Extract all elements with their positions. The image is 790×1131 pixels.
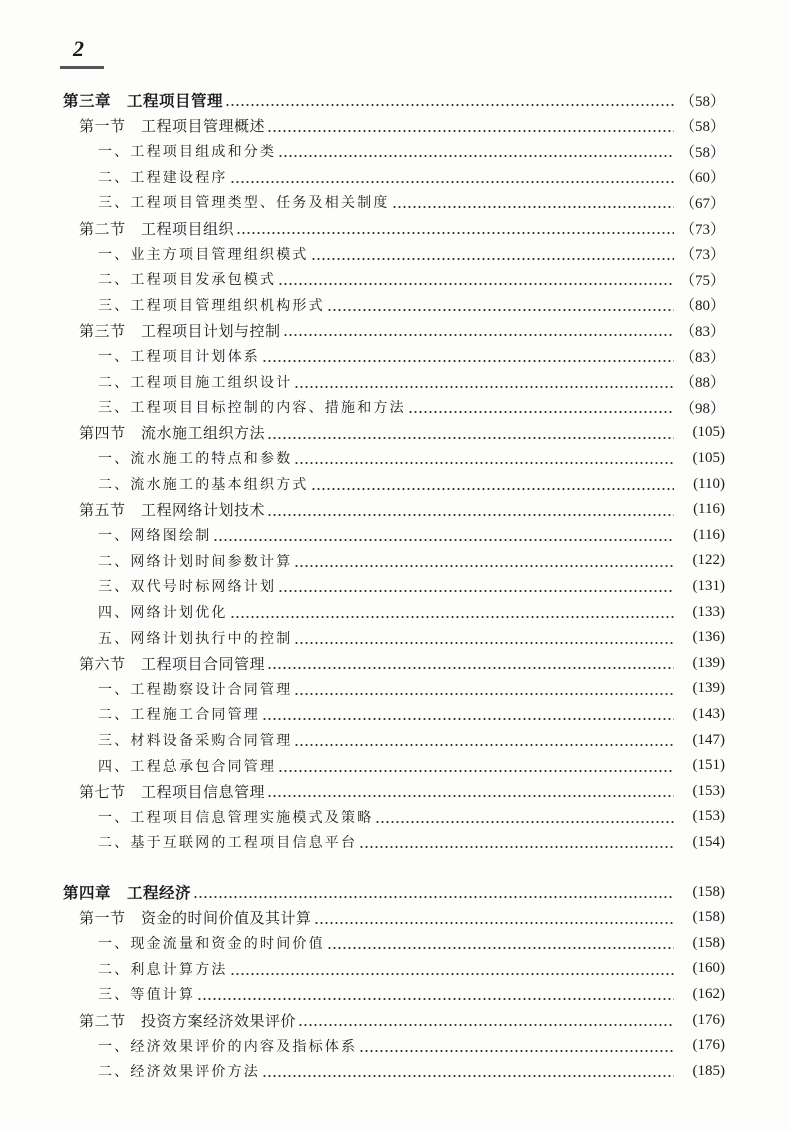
toc-page-number: (116) bbox=[693, 526, 725, 543]
toc-item-title: 二、利息计算方法 bbox=[98, 961, 228, 978]
dot-leader bbox=[262, 708, 674, 720]
toc-section-title: 第六节 工程项目合同管理 bbox=[79, 654, 266, 673]
toc-page-number: (110) bbox=[693, 475, 725, 492]
toc-item-row bbox=[0, 293, 790, 317]
dot-leader bbox=[262, 1065, 674, 1077]
toc-item-row bbox=[0, 728, 790, 752]
toc-item-title: 二、工程项目发承包模式 bbox=[98, 272, 277, 289]
toc-section-row bbox=[0, 498, 790, 522]
dot-leader bbox=[267, 657, 674, 669]
toc-item-row bbox=[0, 344, 790, 368]
toc-section-title: 第七节 工程项目信息管理 bbox=[79, 782, 266, 801]
toc-item-title: 一、流水施工的特点和参数 bbox=[98, 451, 293, 468]
toc-item-title: 一、工程项目计划体系 bbox=[98, 349, 260, 365]
dot-leader bbox=[392, 196, 674, 208]
dot-leader bbox=[294, 632, 674, 644]
dot-leader bbox=[278, 760, 674, 772]
toc-page-number: （88） bbox=[679, 375, 725, 392]
dot-leader bbox=[311, 478, 674, 490]
dot-leader bbox=[327, 937, 674, 949]
dot-leader bbox=[236, 222, 674, 234]
dot-leader bbox=[278, 273, 674, 285]
toc-item-title: 二、经济效果评价方法 bbox=[98, 1064, 260, 1081]
toc-item-title: 四、工程总承包合同管理 bbox=[98, 758, 277, 775]
toc-section-row bbox=[0, 906, 790, 930]
dot-leader bbox=[294, 734, 674, 746]
toc-chapter-title: 第三章 工程项目管理 bbox=[63, 91, 224, 110]
toc-item-row bbox=[0, 677, 790, 701]
toc-item-row bbox=[0, 523, 790, 547]
dot-leader bbox=[197, 988, 674, 1000]
dot-leader bbox=[294, 376, 674, 388]
toc-item-title: 二、基于互联网的工程项目信息平台 bbox=[98, 835, 358, 852]
toc-page-number: (136) bbox=[692, 629, 725, 646]
toc-item-title: 一、业主方项目管理组织模式 bbox=[98, 246, 309, 263]
toc-page-number: (122) bbox=[692, 552, 725, 569]
toc-item-title: 一、工程项目信息管理实施模式及策略 bbox=[98, 809, 374, 826]
toc-item-title: 二、工程建设程序 bbox=[98, 169, 228, 186]
toc-page-number: (139) bbox=[692, 680, 725, 697]
dot-leader bbox=[359, 836, 674, 848]
toc-item-row bbox=[0, 830, 790, 854]
toc-page-number: （83） bbox=[679, 323, 725, 340]
dot-leader bbox=[327, 299, 674, 311]
dot-leader bbox=[230, 171, 674, 183]
toc-item-row bbox=[0, 574, 790, 598]
toc-item-title: 一、经济效果评价的内容及指标体系 bbox=[98, 1038, 358, 1055]
toc-item-row bbox=[0, 931, 790, 955]
toc-item-row bbox=[0, 957, 790, 981]
toc-page-number: （73） bbox=[679, 221, 725, 238]
dot-leader bbox=[298, 1014, 674, 1026]
dot-leader bbox=[262, 350, 674, 362]
toc-item-row bbox=[0, 549, 790, 573]
toc-page-number: (147) bbox=[692, 731, 725, 748]
toc-section-title: 第二节 投资方案经济效果评价 bbox=[79, 1011, 297, 1030]
toc-page-number: （73） bbox=[679, 247, 725, 264]
toc-page-number: (133) bbox=[692, 603, 725, 620]
page-number: 2 bbox=[73, 36, 84, 61]
toc-page-number: (160) bbox=[692, 960, 725, 977]
toc-section-row bbox=[0, 651, 790, 675]
toc-page-number: (105) bbox=[692, 424, 725, 441]
toc-item-row bbox=[0, 165, 790, 189]
dot-leader bbox=[311, 248, 674, 260]
toc-page-number: (153) bbox=[692, 782, 725, 799]
toc-page-number: (131) bbox=[692, 577, 725, 594]
dot-leader bbox=[267, 785, 674, 797]
toc-section-title: 第四节 流水施工组织方法 bbox=[79, 424, 266, 443]
dot-leader bbox=[375, 811, 674, 823]
toc-item-row bbox=[0, 982, 790, 1006]
toc-page-number: (154) bbox=[692, 833, 725, 850]
toc-item-title: 一、工程勘察设计合同管理 bbox=[98, 681, 293, 698]
toc-page-number: (158) bbox=[692, 883, 725, 900]
dot-leader bbox=[213, 529, 674, 541]
toc-section-title: 第二节 工程项目组织 bbox=[79, 219, 235, 238]
toc-section-title: 第一节 工程项目管理概述 bbox=[79, 117, 266, 136]
dot-leader bbox=[294, 683, 674, 695]
dot-leader bbox=[294, 452, 674, 464]
toc-section-title: 第五节 工程网络计划技术 bbox=[79, 501, 266, 520]
dot-leader bbox=[267, 427, 674, 439]
toc-item-title: 一、工程项目组成和分类 bbox=[98, 144, 277, 161]
toc-item-row bbox=[0, 242, 790, 266]
toc-item-title: 二、工程施工合同管理 bbox=[98, 707, 260, 724]
dot-leader bbox=[278, 145, 674, 157]
toc-page-number: (153) bbox=[692, 808, 725, 825]
toc-item-title: 三、材料设备采购合同管理 bbox=[98, 733, 293, 749]
toc-page-number: （58） bbox=[679, 93, 725, 110]
toc-page-number: (162) bbox=[692, 985, 725, 1002]
toc-item-title: 四、网络计划优化 bbox=[98, 605, 228, 621]
toc-section-row bbox=[0, 114, 790, 138]
toc-item-title: 三、工程项目管理组织机构形式 bbox=[98, 297, 325, 314]
toc-item-row bbox=[0, 1034, 790, 1058]
toc-page-number: （75） bbox=[679, 272, 725, 289]
dot-leader bbox=[314, 912, 674, 924]
dot-leader bbox=[193, 886, 674, 898]
toc-item-row bbox=[0, 370, 790, 394]
dot-leader bbox=[408, 401, 674, 413]
toc-item-title: 一、网络图绘制 bbox=[98, 528, 212, 545]
toc-chapter-title: 第四章 工程经济 bbox=[63, 883, 192, 902]
toc-item-row bbox=[0, 600, 790, 624]
dot-leader bbox=[294, 555, 674, 567]
toc-page-number: （58） bbox=[679, 119, 725, 136]
toc-item-row bbox=[0, 626, 790, 650]
toc-item-title: 三、双代号时标网络计划 bbox=[98, 579, 277, 596]
toc-item-row bbox=[0, 446, 790, 470]
toc-section-title: 第一节 资金的时间价值及其计算 bbox=[79, 909, 312, 928]
toc-page-number: (143) bbox=[692, 705, 725, 722]
toc-item-row bbox=[0, 702, 790, 726]
toc-page-number: (176) bbox=[692, 1011, 725, 1028]
dot-leader bbox=[230, 606, 674, 618]
toc-item-title: 五、网络计划执行中的控制 bbox=[98, 630, 293, 647]
dot-leader bbox=[225, 94, 674, 106]
dot-leader bbox=[230, 963, 674, 975]
toc-item-title: 三、等值计算 bbox=[98, 987, 196, 1004]
toc-item-title: 二、工程项目施工组织设计 bbox=[98, 374, 293, 391]
toc-page-number: (151) bbox=[692, 757, 725, 774]
page-number-rule bbox=[60, 66, 104, 69]
toc-page-number: （80） bbox=[679, 298, 725, 315]
toc-page-number: （83） bbox=[679, 349, 725, 366]
toc-section-row bbox=[0, 216, 790, 240]
toc-item-row bbox=[0, 190, 790, 214]
toc-page-number: (158) bbox=[692, 909, 725, 926]
toc-chapter-row bbox=[0, 88, 790, 112]
toc-chapter-row bbox=[0, 880, 790, 904]
dot-leader bbox=[278, 580, 674, 592]
toc-item-title: 三、工程项目目标控制的内容、措施和方法 bbox=[98, 400, 406, 417]
toc-item-title: 二、流水施工的基本组织方式 bbox=[98, 477, 309, 493]
toc-item-row bbox=[0, 754, 790, 778]
toc-item-row bbox=[0, 267, 790, 291]
toc-item-row bbox=[0, 395, 790, 419]
dot-leader bbox=[359, 1040, 674, 1052]
dot-leader bbox=[283, 324, 674, 336]
toc-item-title: 一、现金流量和资金的时间价值 bbox=[98, 936, 325, 953]
toc-item-row bbox=[0, 1059, 790, 1083]
toc-section-row bbox=[0, 779, 790, 803]
dot-leader bbox=[267, 504, 674, 516]
toc-item-title: 二、网络计划时间参数计算 bbox=[98, 553, 293, 570]
toc-page-number: (185) bbox=[692, 1062, 725, 1079]
dot-leader bbox=[267, 120, 674, 132]
toc-page-number: (139) bbox=[692, 654, 725, 671]
toc-page-number: (158) bbox=[692, 934, 725, 951]
toc-page-number: (176) bbox=[692, 1037, 725, 1054]
toc-section-title: 第三节 工程项目计划与控制 bbox=[79, 321, 281, 340]
toc-page-number: （58） bbox=[679, 144, 725, 161]
toc-section-row bbox=[0, 1008, 790, 1032]
toc-item-title: 三、工程项目管理类型、任务及相关制度 bbox=[98, 195, 390, 212]
toc-item-row bbox=[0, 805, 790, 829]
toc-page-number: （67） bbox=[679, 195, 725, 212]
toc-section-row bbox=[0, 318, 790, 342]
toc-page-number: (105) bbox=[692, 449, 725, 466]
toc-page-number: （98） bbox=[679, 400, 725, 417]
toc-page-number: (116) bbox=[693, 501, 725, 518]
toc-item-row bbox=[0, 472, 790, 496]
toc-item-row bbox=[0, 139, 790, 163]
toc-section-row bbox=[0, 421, 790, 445]
toc-page-number: （60） bbox=[679, 170, 725, 187]
